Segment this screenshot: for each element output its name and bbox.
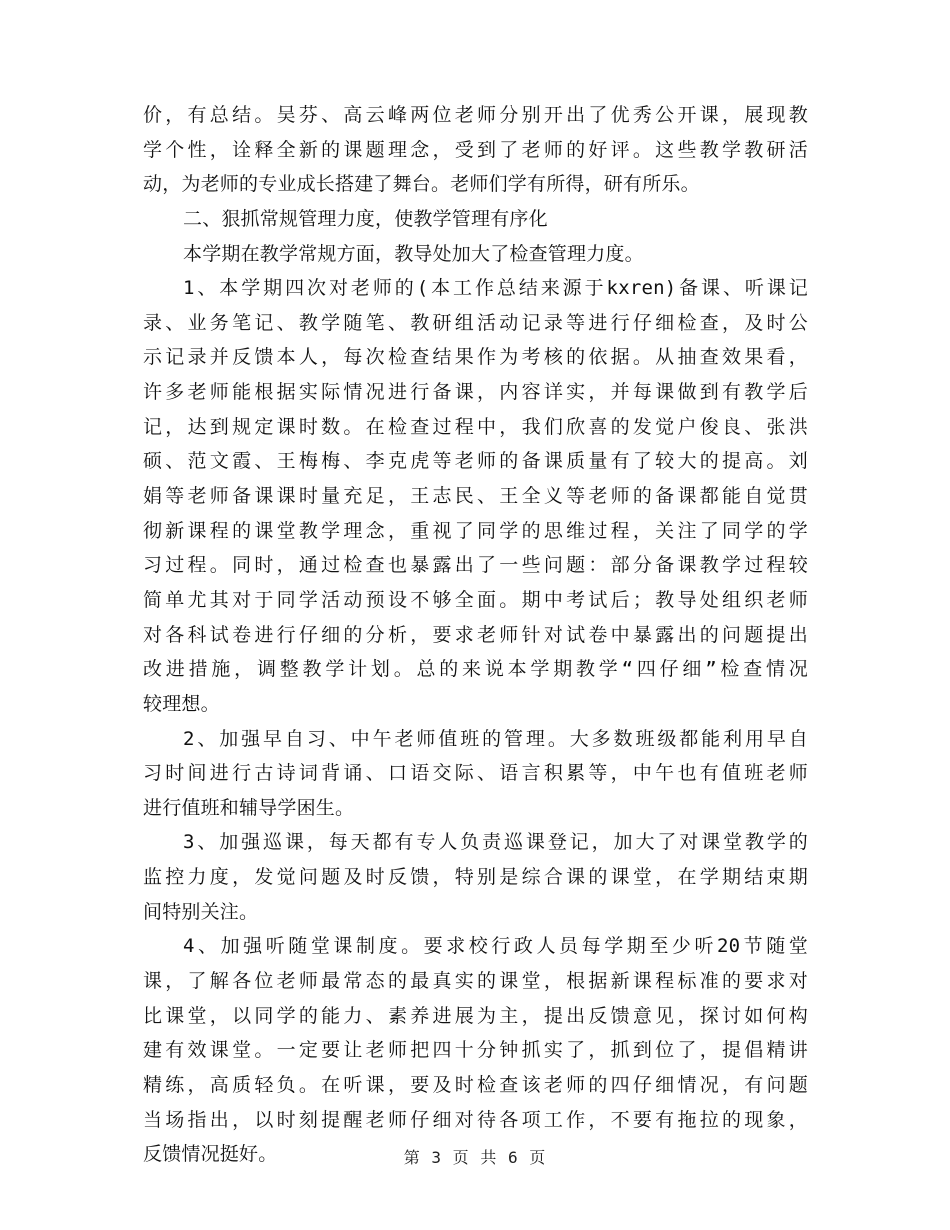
text-line-14: 习过程。同时，通过检查也暴露出了一些问题：部分备课教学过程较 bbox=[143, 554, 808, 577]
text-line-10: 记，达到规定课时数。在检查过程中，我们欣喜的发觉户俊良、张洪 bbox=[143, 415, 808, 438]
document-body bbox=[143, 98, 808, 1172]
text-line-11: 硕、范文霞、王梅梅、李克虎等老师的备课质量有了较大的提高。刘 bbox=[143, 450, 808, 473]
text-line-26: 课，了解各位老师最常态的最真实的课堂，根据新课程标准的要求对 bbox=[143, 970, 808, 993]
text-line-30: 当场指出，以时刻提醒老师仔细对待各项工作，不要有拖拉的现象， bbox=[143, 1108, 808, 1131]
text-line-31: 反馈情况挺好。 bbox=[143, 1143, 278, 1166]
text-line-5: 本学期在教学常规方面，教导处加大了检查管理力度。 bbox=[183, 242, 644, 265]
section-heading: 二、狠抓常规管理力度，使教学管理有序化 bbox=[183, 207, 548, 230]
text-line-7: 录、业务笔记、教学随笔、教研组活动记录等进行仔细检查，及时公 bbox=[143, 311, 808, 334]
text-line-18: 较理想。 bbox=[143, 692, 220, 715]
text-line-15: 简单尤其对于同学活动预设不够全面。期中考试后；教导处组织老师 bbox=[143, 588, 808, 611]
text-line-1: 价，有总结。吴芬、高云峰两位老师分别开出了优秀公开课，展现教 bbox=[143, 104, 808, 126]
text-line-16: 对各科试卷进行仔细的分析，要求老师针对试卷中暴露出的问题提出 bbox=[143, 623, 808, 646]
text-line-2: 学个性，诠释全新的课题理念，受到了老师的好评。这些教学教研活 bbox=[143, 138, 808, 161]
text-line-23: 监控力度，发觉问题及时反馈，特别是综合课的课堂，在学期结束期 bbox=[143, 866, 808, 889]
text-line-28: 建有效课堂。一定要让老师把四十分钟抓实了，抓到位了，提倡精讲 bbox=[143, 1039, 808, 1062]
text-line-27: 比课堂，以同学的能力、素养进展为主，提出反馈意见，探讨如何构 bbox=[143, 1004, 808, 1027]
text-line-6: 1、本学期四次对老师的(本工作总结来源于kxren)备课、听课记 bbox=[183, 277, 808, 300]
text-line-22: 3、加强巡课，每天都有专人负责巡课登记，加大了对课堂教学的 bbox=[183, 831, 808, 854]
text-line-29: 精练，高质轻负。在听课，要及时检查该老师的四仔细情况，有问题 bbox=[143, 1073, 808, 1096]
text-line-9: 许多老师能根据实际情况进行备课，内容详实，并每课做到有教学后 bbox=[143, 381, 808, 404]
text-line-24: 间特别关注。 bbox=[143, 900, 259, 923]
text-line-21: 进行值班和辅导学困生。 bbox=[143, 796, 355, 819]
page-number-footer: 第 3 页 共 6 页 bbox=[403, 1148, 547, 1167]
text-line-19: 2、加强早自习、中午老师值班的管理。大多数班级都能利用早自 bbox=[183, 727, 808, 750]
text-line-20: 习时间进行古诗词背诵、口语交际、语言积累等，中午也有值班老师 bbox=[143, 762, 808, 785]
text-line-8: 示记录并反馈本人，每次检查结果作为考核的依据。从抽查效果看， bbox=[143, 346, 808, 369]
text-line-3: 动，为老师的专业成长搭建了舞台。老师们学有所得，研有所乐。 bbox=[143, 173, 700, 196]
text-line-13: 彻新课程的课堂教学理念，重视了同学的思维过程，关注了同学的学 bbox=[143, 519, 808, 542]
text-line-25: 4、加强听随堂课制度。要求校行政人员每学期至少听20节随堂 bbox=[183, 935, 808, 958]
text-line-12: 娟等老师备课课时量充足，王志民、王全义等老师的备课都能自觉贯 bbox=[143, 485, 808, 508]
text-line-17: 改进措施，调整教学计划。总的来说本学期教学“四仔细”检查情况 bbox=[143, 658, 808, 681]
